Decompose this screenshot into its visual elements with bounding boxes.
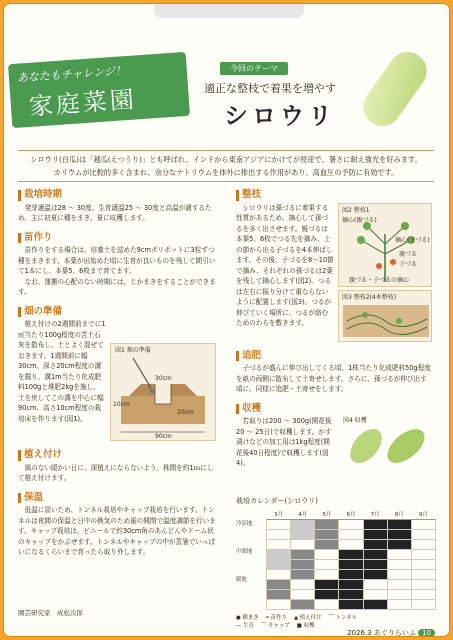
month-header: 8月 (387, 509, 411, 520)
banner-title: 家庭菜園 (28, 85, 138, 121)
figure-harvest (340, 416, 432, 466)
section-planting (18, 450, 216, 484)
theme-lead: 適正な整枝で着果を増やす (204, 82, 336, 95)
calendar-row (267, 560, 436, 570)
figure-pruning-1 (338, 203, 432, 287)
calendar-row (267, 570, 436, 580)
section-title: 整枝 (236, 190, 432, 201)
calendar-title: 栽培カレンダー(シロウリ) (236, 497, 319, 505)
section-text: 子づるが盛んに伸び出してくる頃、1株当たり化成肥料50g程度を畝の両側に散布して土寄せします。さらに、孫づるが伸び出す頃に、同様に追肥・土寄せをします。 (236, 364, 431, 393)
vine-diagram (339, 291, 433, 341)
legend-item: ━ 苗作り (265, 615, 287, 621)
dim-label: 20cm (177, 409, 194, 416)
series-banner (8, 52, 190, 128)
calendar-row (267, 540, 436, 550)
group-label: 冷涼地 (236, 521, 253, 527)
magazine-name: あぐりらいふ (373, 629, 416, 636)
section-topdress (236, 351, 432, 395)
diagram-label: 親づる・子づるの摘心 (349, 276, 410, 284)
figure-caption: 図2 整枝1 (342, 206, 370, 214)
figure-field-prep (110, 343, 216, 441)
section-seedlings (18, 233, 216, 298)
intro-line-2: カリウムが比較的多く含まれ、余分なナトリウムを体外に排出する作用があり、高血圧の予防に有効です。 (53, 168, 399, 177)
section-text: 低温に弱いため、トンネル栽培やキャップ栽培を行います。トンネルは夜間の保温と日中の換気のため裾の開閉で温度調節を行います。キャップ栽培は、ビニールで約30cm角のあんどんやドーム状のキャップをかぶせます。トンネルやキャップの中が蒸暑でいっぱいになるくらいまで育ったら取り外します。 (18, 506, 216, 556)
month-header: 3月 (267, 509, 291, 520)
calendar-row (267, 580, 436, 590)
section-warming (18, 493, 216, 558)
section-title: 保温 (18, 493, 216, 504)
month-header: 7月 (363, 509, 387, 520)
page-title: シロウリ (224, 96, 336, 131)
bed-diagram (111, 344, 215, 440)
section-text: 植え付けの2週間前までに1㎡当たり100g程度の苦土石灰を散布し、土とよく混ぜておきます。1週間前に幅30cm、深さ20cm程度の溝を掘り、溝1m当たり化成肥料100gと堆肥2kgを施し、土を戻してこの溝を中心に幅90cm、高さ10cm程度の栽培床を作ります(図1)。 (18, 320, 106, 423)
figure-caption: 図1 畑の準備 (115, 347, 151, 354)
section-text: 発芽適温は28 ～ 30度、生育適温25 ～ 30度と高温が適するため、主に初夏に種をまき、夏に収穫します。 (18, 203, 212, 222)
issue-date: 2026.3 (347, 629, 372, 636)
dim-label: 10cm (113, 401, 130, 408)
section-pruning (236, 190, 432, 342)
page (4, 4, 449, 636)
figure-caption: 図4 収穫 (343, 417, 367, 424)
melon-harvest-illustration (340, 416, 432, 466)
group-label: 中間地 (236, 549, 253, 555)
section-field-prep (18, 307, 216, 442)
dim-label: 90cm (155, 433, 172, 440)
section-title: 畑の準備 (18, 307, 216, 318)
figure-pruning-2 (338, 290, 432, 342)
section-title: 苗作り (18, 233, 216, 244)
diagram-label: 摘心(親づる) (342, 216, 377, 224)
section-title: 追肥 (236, 351, 432, 362)
intro-box (18, 150, 434, 182)
calendar-row (267, 530, 436, 540)
legend-item: ⌒ キャップ (261, 623, 290, 629)
calendar-row (267, 520, 436, 530)
author-credit: 園芸研究家 成松次郎 (18, 609, 83, 617)
page-number: 10 (418, 629, 435, 636)
month-header: 6月 (339, 509, 363, 520)
cultivation-calendar (236, 496, 436, 629)
section-harvest (236, 404, 432, 469)
month-header: 9月 (411, 509, 435, 520)
section-text: 風のない暖かい日に、深植えにならないよう、株間を約1ｍにして植え付けます。 (18, 463, 214, 482)
calendar-row (267, 600, 436, 610)
page-footer (347, 628, 435, 636)
banner-subtitle: あなたもチャレンジ！ (16, 64, 127, 85)
clipboard-clip (154, 4, 304, 18)
section-title: 収穫 (236, 404, 432, 415)
calendar-row (267, 590, 436, 600)
white-melon-illustration (356, 45, 434, 134)
figure-caption: 図3 整枝2(4本整枝) (342, 293, 397, 301)
intro-line-1: シロウリ(白瓜)は「越瓜(えつうり)」とも呼ばれ、インドから東南アジアにかけてが原産で、暑さに耐え強光を好みます。 (30, 155, 422, 164)
legend-item: ● 種まき (236, 615, 259, 621)
diagram-label: 子づる (399, 260, 418, 268)
dim-label: 30cm (155, 375, 172, 382)
diagram-label: 親づる (399, 250, 418, 258)
legend-item: ■ 収穫 (296, 623, 315, 629)
legend-item: — 生育 (236, 623, 254, 629)
theme-tag: 今回のテーマ (220, 62, 288, 75)
right-column (236, 190, 432, 478)
diagram-label: 摘心(子づる) (395, 236, 430, 244)
section-text: 苗作りをする場合は、培養土を詰めた9cmポリポットに3粒ずつ種をまきます。本葉が出始めた頃に生育が良いものを残して間引いて1本にし、本葉5、6枚まで育てます。 (18, 246, 216, 275)
section-season (18, 190, 216, 224)
legend-item: ⌒ トンネル (328, 615, 357, 621)
calendar-row (267, 550, 436, 560)
section-text: シロウリは孫づるに着果する性質があるため、摘心して孫づるを多く出させます。親づるは本葉5、6枚でつる先を摘み、上の節から出る子づるを4本伸ばします。その後、子づるを8～10節で摘み、それぞれの孫づるは2葉を残して摘心します(図2)。つるは左右に振り分けて重ならないように配置します(図3)。つるが伸びていく場所に、つるが絡むためのわらを敷きます。 (236, 203, 334, 327)
calendar-table (266, 509, 436, 610)
section-text: なお、運搬の心配のない時期には、じかまきをすることができます。 (18, 277, 216, 296)
section-title: 植え付け (18, 450, 216, 461)
left-column (18, 190, 216, 567)
section-text: 若取りは200 ～ 300g(開花後20 ～ 25日)で収穫します。かす漬けなどの加工用は1kg程度(開花後40日程度)で収穫します(図4)。 (236, 417, 332, 467)
month-header: 5月 (315, 509, 339, 520)
calendar-legend (236, 613, 436, 629)
legend-item: ▲ 植え付け (293, 615, 322, 621)
month-header: 4月 (291, 509, 315, 520)
group-label: 暖地 (236, 577, 247, 583)
section-title: 栽培時期 (18, 190, 216, 201)
